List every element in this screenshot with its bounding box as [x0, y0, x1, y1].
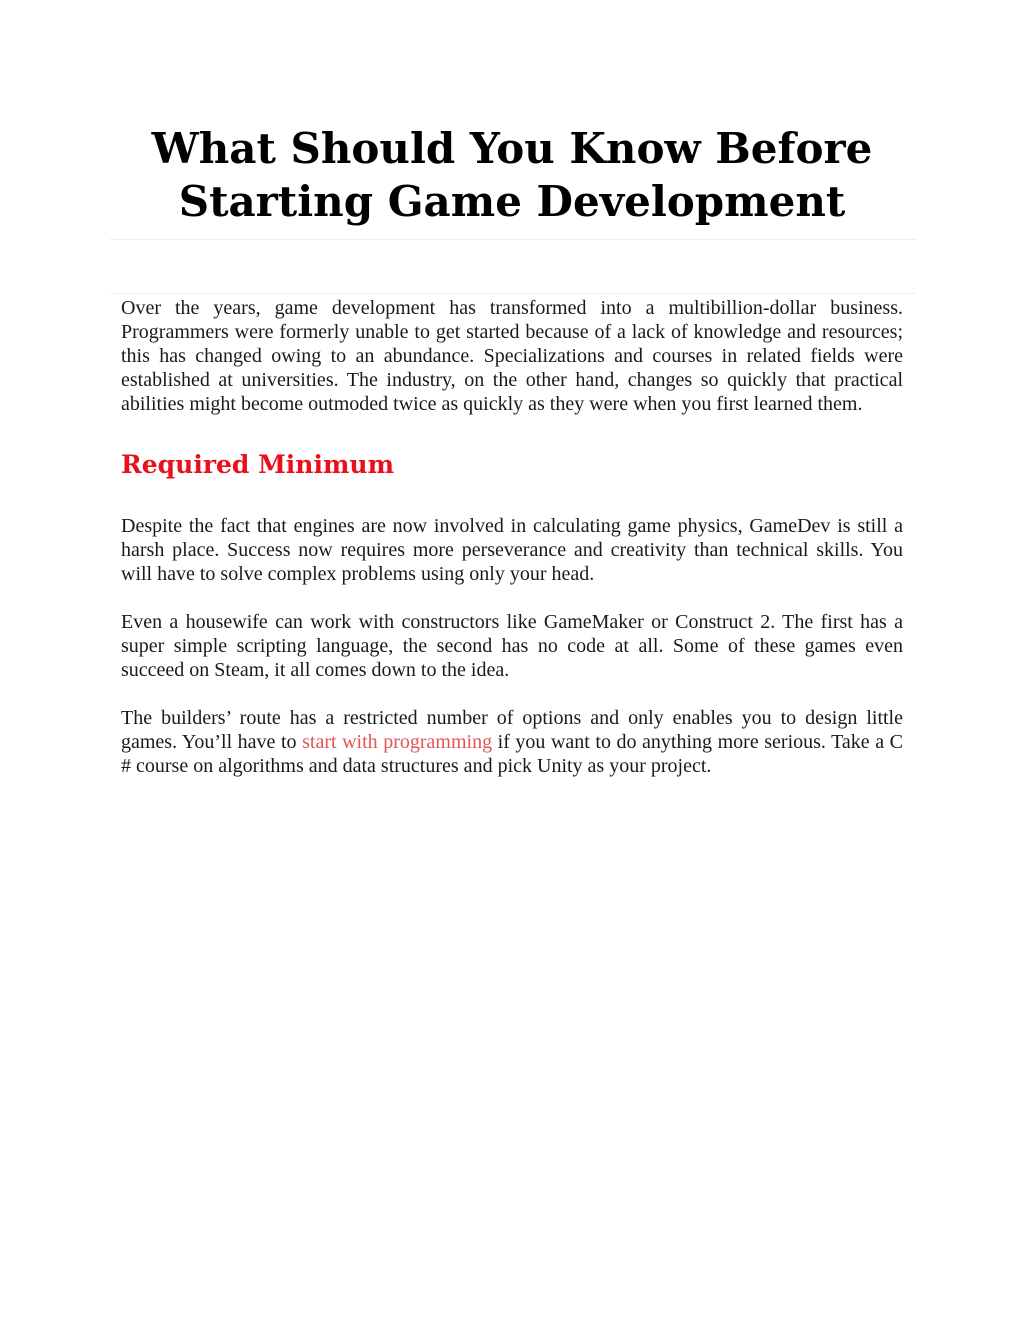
section-heading: Required Minimum [121, 450, 395, 479]
body-paragraph-3 [121, 706, 903, 778]
page-title: What Should You Know Before Starting Game Development [151, 124, 873, 226]
body-paragraph-1: Despite the fact that engines are now involved in calculating game physics, GameDev is still a harsh place. Success now requires more perseverance and creativity than technical skills. You will have to solve complex problems using only your head. [121, 515, 903, 585]
paragraph-3-text-before-link: The builders’ route has a restricted number of options and only enables you to design little games. You’ll have to [121, 707, 903, 753]
title-divider-top [110, 239, 916, 240]
article-body [121, 296, 903, 778]
body-paragraph-2: Even a housewife can work with constructors like GameMaker or Construct 2. The first has a super simple scripting language, the second has no code at all. Some of these games even succeed on Steam, it all comes down to the idea. [121, 611, 903, 681]
title-divider-bottom [110, 293, 916, 294]
intro-paragraph: Over the years, game development has transformed into a multibillion-dollar business. Programmers were formerly unable to get started because of a lack of knowledge and resources; this has changed owing to an abundance. Specializations and courses in related fields were established at universities. The industry, on the other hand, changes so quickly that practical abilities might become outmoded twice as quickly as they were when you first learned them. [121, 297, 903, 415]
start-with-programming-link[interactable]: start with programming [302, 731, 493, 753]
paragraph-3-text-after-link: if you want to do anything more serious. Take a C # course on algorithms and data structures and pick Unity as your project. [121, 731, 903, 777]
